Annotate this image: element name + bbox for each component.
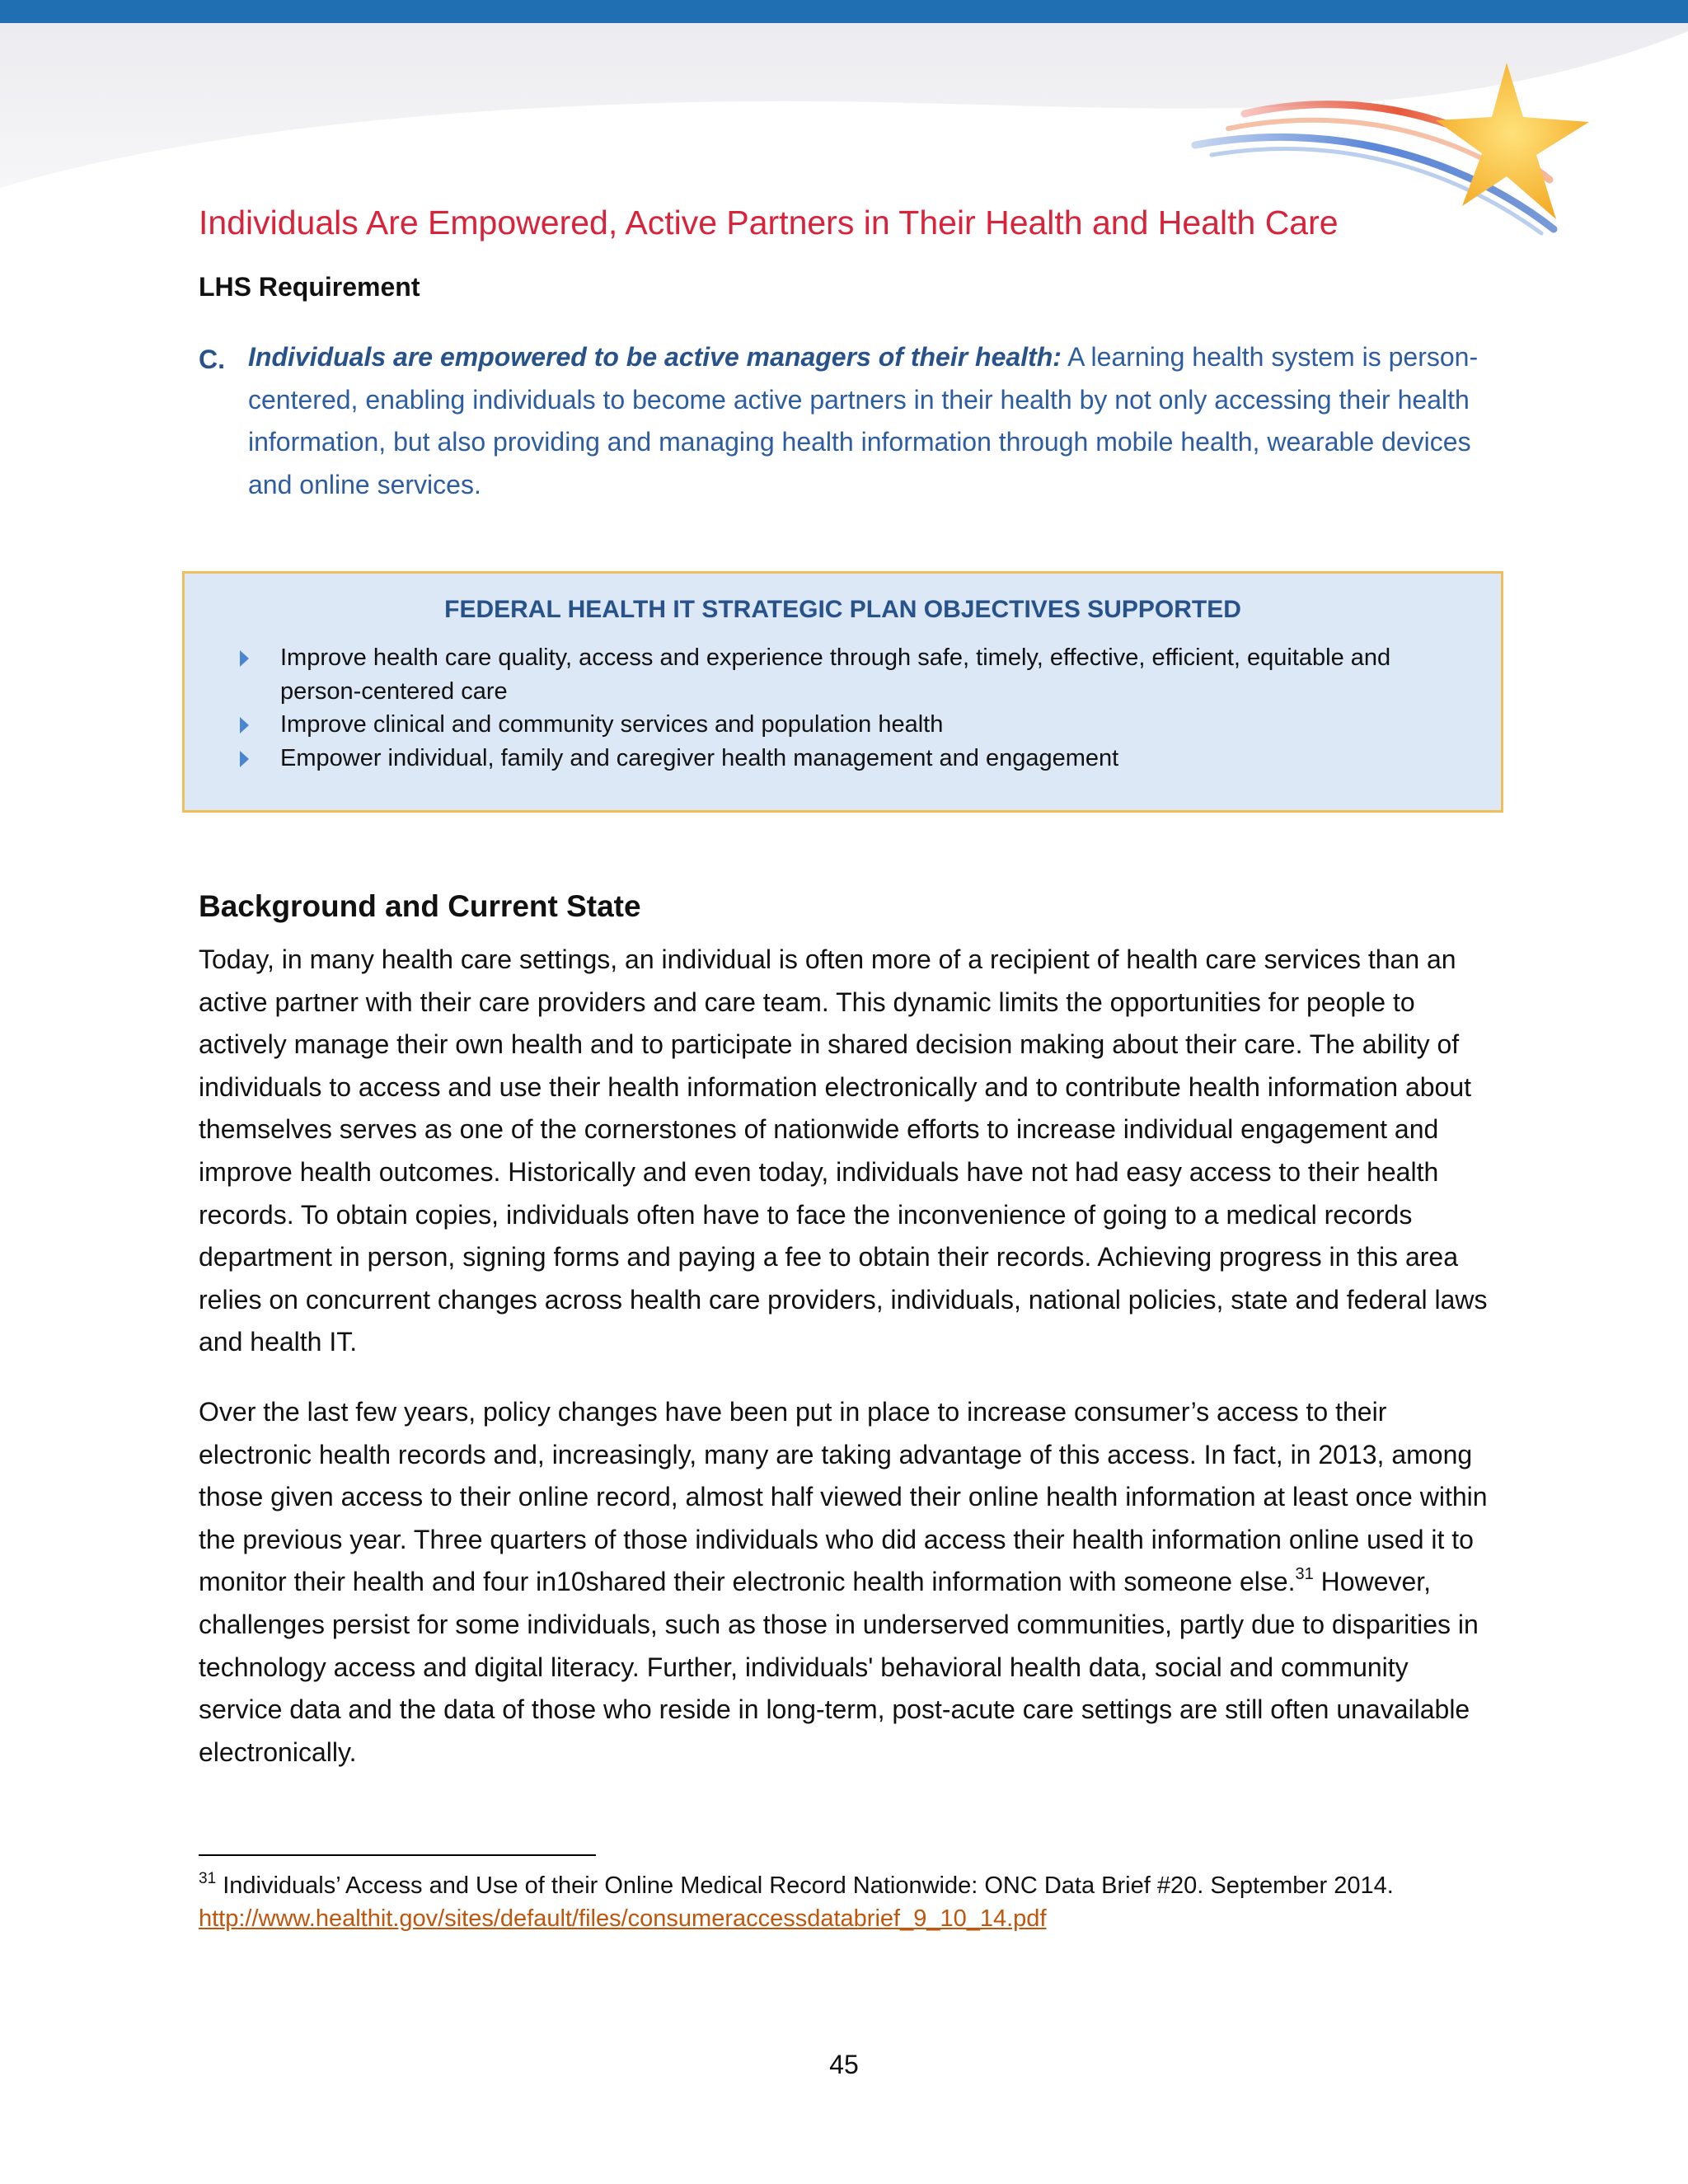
footnote-divider (199, 1854, 596, 1856)
objectives-heading: FEDERAL HEALTH IT STRATEGIC PLAN OBJECTIVES SUPPORTED (444, 596, 1241, 623)
footnote-number: 31 (199, 1870, 217, 1887)
background-paragraph-1: Today, in many health care settings, an individual is often more of a recipient of health care services than an active partner with their care providers and care team. This dynamic limits the opportunities for people to actively manage their own health and to participate in shared decision making about their care. The ability of individuals to access and use their health information electronically and to contribute health information about themselves serves as one of the cornerstones of nationwide efforts to increase individual engagement and improve health outcomes. Historically and even today, individuals have not had easy access to their health records. To obtain copies, individuals often have to face the inconvenience of going to a medical records department in person, signing forms and paying a fee to obtain their records. Achieving progress in this area relies on concurrent changes across health care providers, individuals, national policies, state and federal laws and health IT. (199, 944, 1488, 1357)
objective-text: Improve clinical and community services and population health (280, 711, 944, 738)
requirement-colon: : (1053, 342, 1062, 372)
triangle-bullet-icon (240, 650, 249, 667)
requirement-letter: C. (199, 344, 225, 374)
objective-item (218, 742, 1470, 776)
header-band (0, 0, 1688, 23)
triangle-bullet-icon (240, 717, 249, 733)
footnote-text: Individuals’ Access and Use of their Online Medical Record Nationwide: ONC Data Brief #20. September 2014. (216, 1872, 1394, 1899)
footnote (199, 1869, 1517, 1935)
page-number: 45 (829, 2050, 859, 2079)
objectives-callout-box (182, 571, 1503, 813)
requirement-body: A learning health system is person-centered, enabling individuals to become active partners in their health by not only accessing their health information, but also providing and managing health information through mobile health, wearable devices and online services. (248, 342, 1479, 499)
objective-item (218, 641, 1470, 708)
objective-text: Improve health care quality, access and experience through safe, timely, effective, efficient, equitable and person-centered care (280, 644, 1391, 705)
section-title: Individuals Are Empowered, Active Partners in Their Health and Health Care (199, 204, 1339, 241)
requirement-text (248, 336, 1484, 506)
background-heading: Background and Current State (199, 889, 641, 923)
requirement-label: LHS Requirement (199, 272, 420, 302)
footnote-link[interactable]: http://www.healthit.gov/sites/default/files/consumeraccessdatabrief_9_10_14.pdf (199, 1905, 1047, 1932)
paragraph-2-text-a: Over the last few years, policy changes have been put in place to increase consumer’s access to their electronic health records and, increasingly, many are taking advantage of this access. In fact, in 2013, among those given access to their online record, almost half viewed their online health information at least once within the previous year. Three quarters of those individuals who did access their health information online used it to monitor their health and four in10shared their electronic health information with someone else. (199, 1397, 1488, 1597)
objectives-list (218, 641, 1470, 775)
background-paragraph-2 (199, 1391, 1493, 1774)
requirement-lead: Individuals are empowered to be active managers of their health (248, 342, 1053, 372)
footnote-citation (199, 1869, 1517, 1902)
paragraph-2-text-b: However, challenges persist for some individuals, such as those in underserved communities, partly due to disparities in technology access and digital literacy. Further, individuals' behavioral health data, social and community service data and the data of those who reside in long-term, post-acute care settings are still often unavailable electronically. (199, 1567, 1479, 1767)
objective-item (218, 708, 1470, 742)
footnote-reference[interactable]: 31 (1295, 1565, 1314, 1584)
triangle-bullet-icon (240, 751, 249, 767)
objective-text: Empower individual, family and caregiver health management and engagement (280, 744, 1119, 771)
